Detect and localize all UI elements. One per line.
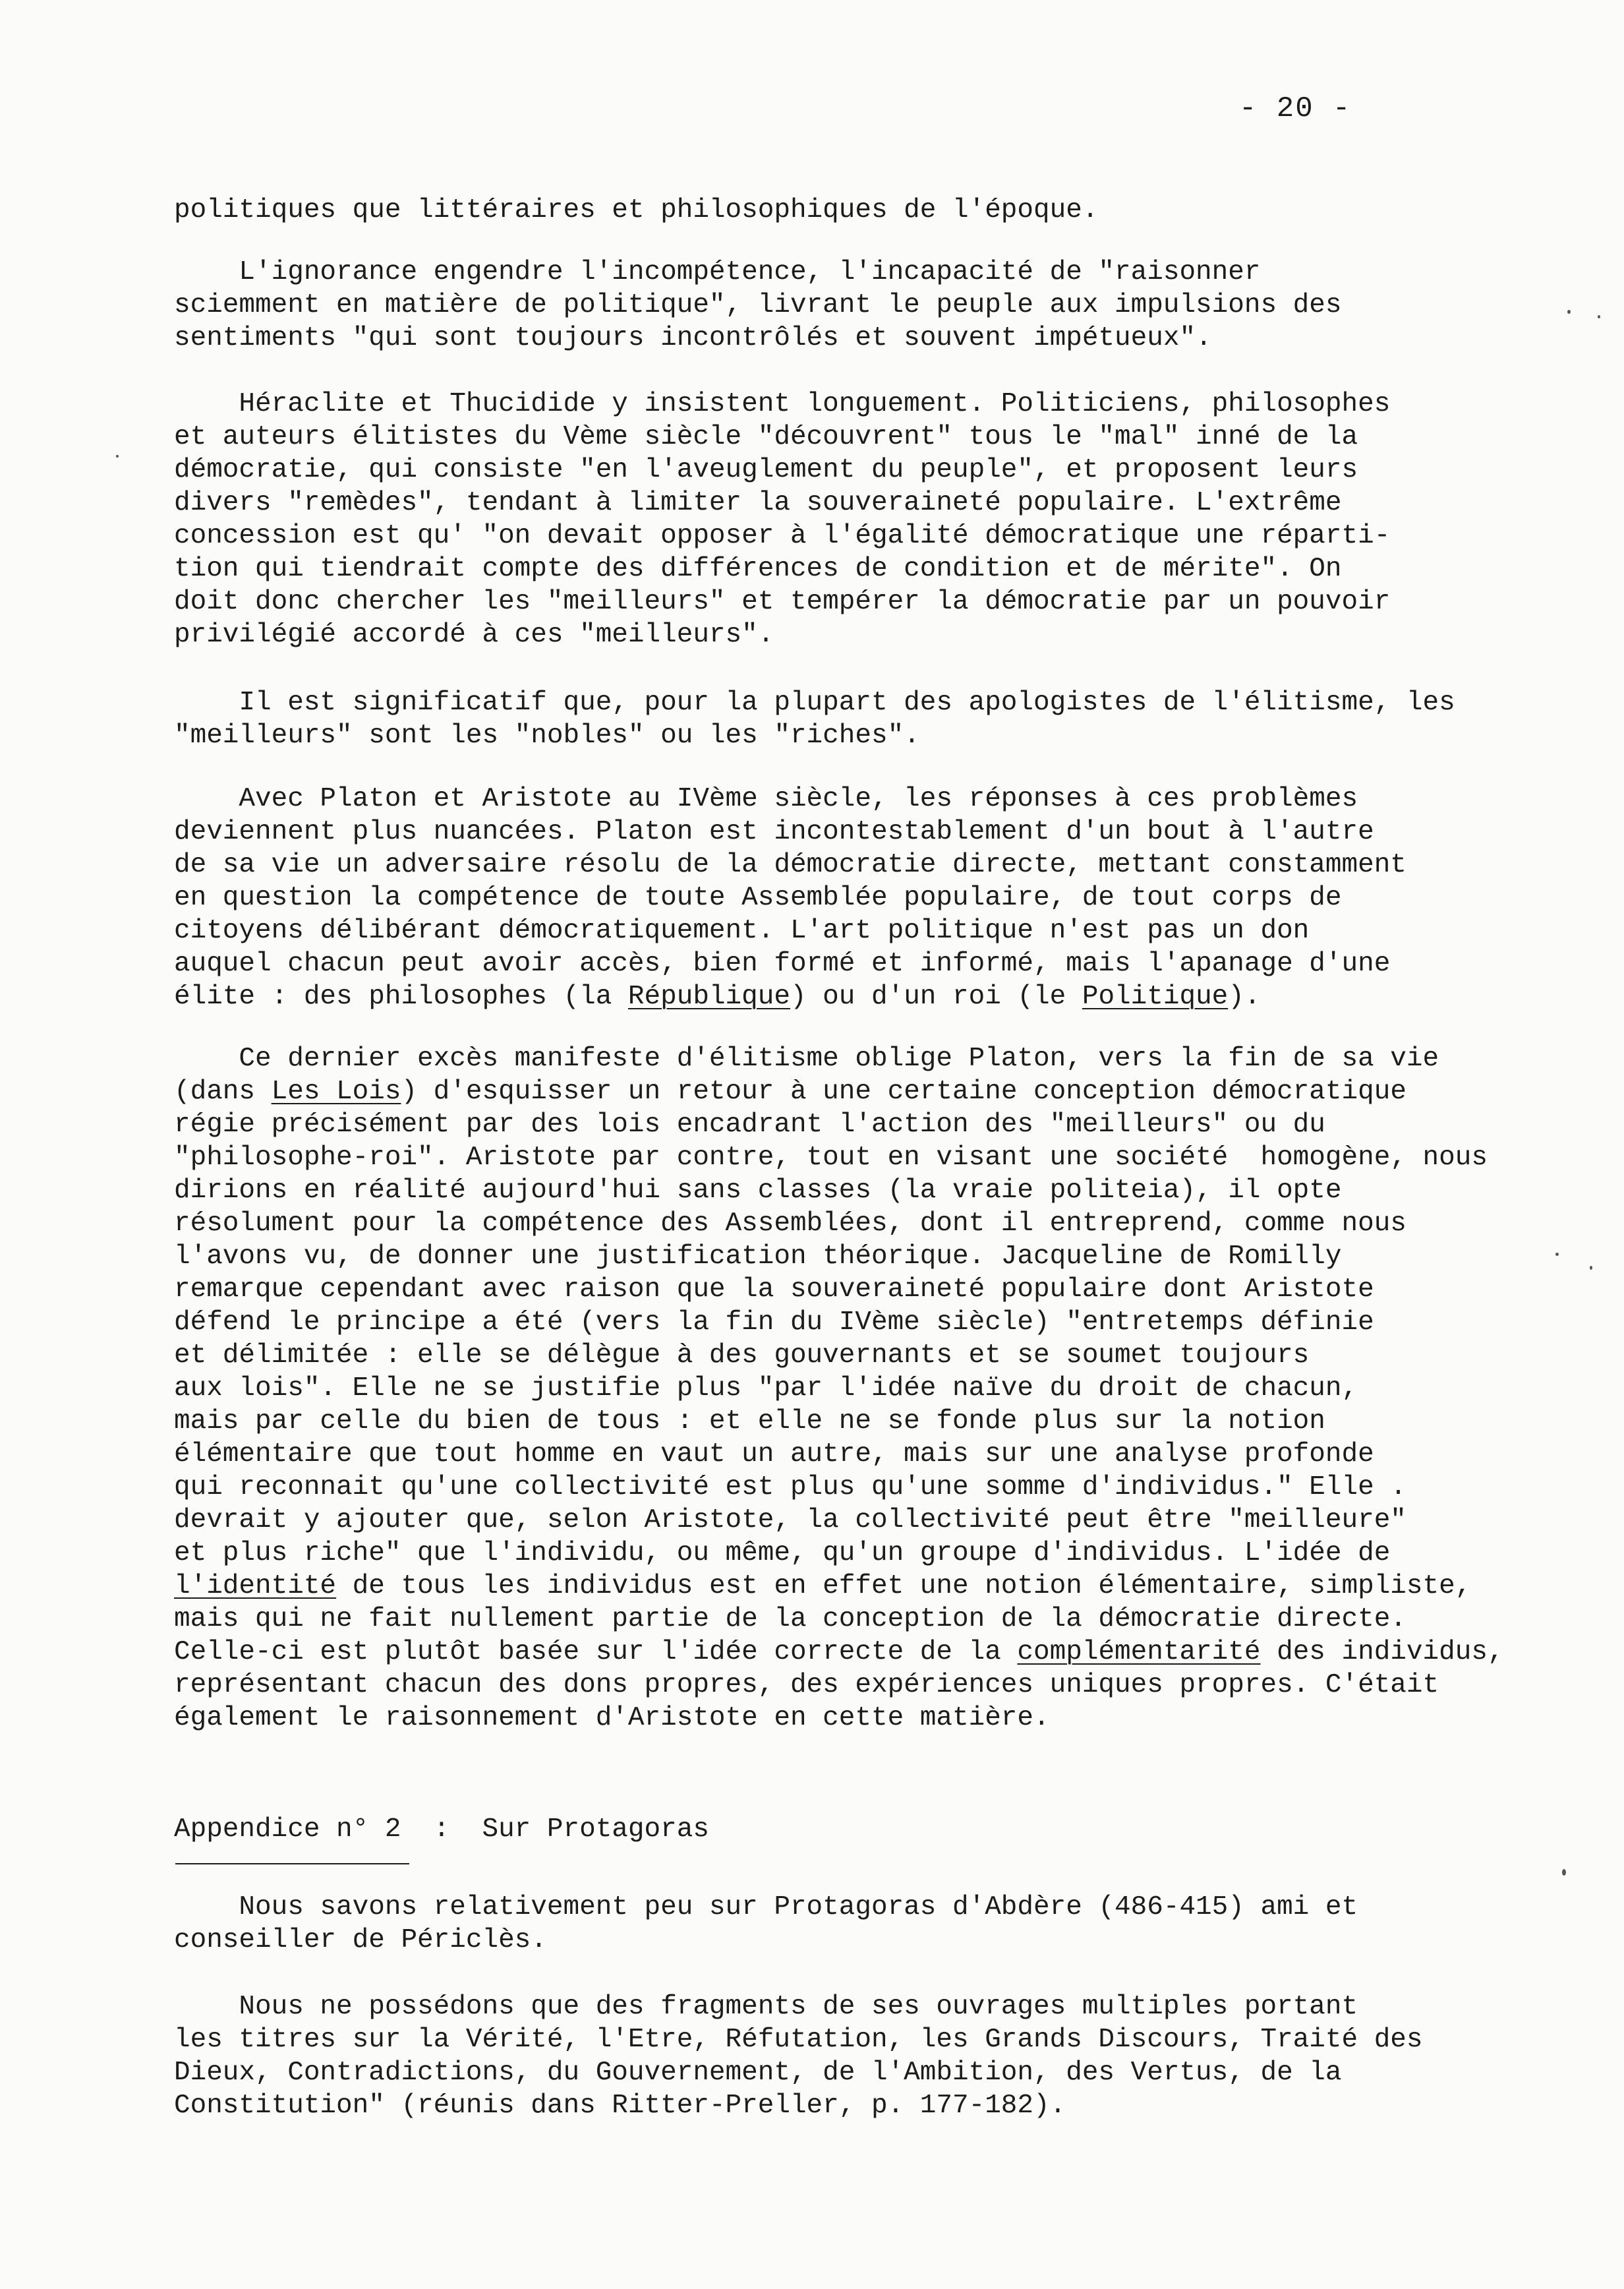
paragraph-line: Héraclite et Thucidide y insistent longuement. Politiciens, philosophes (174, 389, 1391, 419)
paragraph-line: en question la compétence de toute Assemblée populaire, de tout corps de (174, 883, 1342, 913)
paragraph-line: Constitution" (réunis dans Ritter-Preller, p. 177-182). (174, 2091, 1066, 2121)
paragraph-line: l'identité de tous les individus est en effet une notion élémentaire, simpliste, (174, 1571, 1472, 1601)
paragraph-line: également le raisonnement d'Aristote en cette matière. (174, 1703, 1050, 1733)
paragraph-line: démocratie, qui consiste "en l'aveuglement du peuple", et proposent leurs (174, 455, 1358, 485)
paragraph-line: deviennent plus nuancées. Platon est incontestablement d'un bout à l'autre (174, 817, 1374, 847)
underlined-term: République (627, 982, 790, 1012)
underlined-term: l'identité (174, 1571, 337, 1601)
paragraph-line: aux lois". Elle ne se justifie plus "par l'idée naïve du droit de chacun, (174, 1373, 1358, 1404)
paragraph-line: Nous ne possédons que des fragments de ses ouvrages multiples portant (174, 1992, 1358, 2022)
paragraph-line: conseiller de Périclès. (174, 1925, 547, 1955)
paragraph-line: résolument pour la compétence des Assemblées, dont il entreprend, comme nous (174, 1208, 1406, 1239)
paragraph-line: et délimitée : elle se délègue à des gouvernants et se soumet toujours (174, 1340, 1310, 1371)
paragraph-line: politiques que littéraires et philosophiques de l'époque. (174, 195, 1099, 225)
paragraph-line: élémentaire que tout homme en vaut un autre, mais sur une analyse profonde (174, 1439, 1374, 1470)
paragraph-line: sentiments "qui sont toujours incontrôlés et souvent impétueux". (174, 323, 1212, 353)
scan-speck (1562, 1869, 1566, 1876)
paragraph-line: L'ignorance engendre l'incompétence, l'incapacité de "raisonner (174, 257, 1261, 287)
paragraph-line: "philosophe-roi". Aristote par contre, tout en visant une société homogène, nous (174, 1143, 1488, 1173)
paragraph-line: doit donc chercher les "meilleurs" et tempérer la démocratie par un pouvoir (174, 587, 1391, 617)
paragraph-line: Nous savons relativement peu sur Protagoras d'Abdère (486-415) ami et (174, 1892, 1358, 1922)
scan-speck (1590, 1266, 1592, 1270)
scan-speck (1598, 315, 1600, 318)
paragraph-line: qui reconnait qu'une collectivité est plus qu'une somme d'individus." Elle . (174, 1472, 1406, 1502)
paragraph-line: Ce dernier excès manifeste d'élitisme oblige Platon, vers la fin de sa vie (174, 1044, 1439, 1074)
paragraph-line: sciemment en matière de politique", livrant le peuple aux impulsions des (174, 290, 1342, 320)
paragraph-line: élite : des philosophes (la République) ou d'un roi (le Politique). (174, 982, 1261, 1012)
scan-speck (116, 455, 119, 458)
scan-speck (1555, 1253, 1559, 1256)
paragraph-line: Celle-ci est plutôt basée sur l'idée correcte de la complémentarité des individus, (174, 1637, 1504, 1667)
paragraph-line: auquel chacun peut avoir accès, bien formé et informé, mais l'apanage d'une (174, 949, 1391, 979)
paragraph-line: concession est qu' "on devait opposer à l'égalité démocratique une réparti- (174, 521, 1391, 551)
paragraph-line: divers "remèdes", tendant à limiter la souveraineté populaire. L'extrême (174, 488, 1342, 518)
paragraph-line: mais qui ne fait nullement partie de la conception de la démocratie directe. (174, 1604, 1406, 1634)
underlined-term: complémentarité (1017, 1637, 1261, 1667)
underlined-term: Politique (1082, 982, 1229, 1012)
paragraph-line: de sa vie un adversaire résolu de la démocratie directe, mettant constamment (174, 850, 1406, 880)
paragraph-line: Dieux, Contradictions, du Gouvernement, de l'Ambition, des Vertus, de la (174, 2058, 1342, 2088)
scan-speck (1567, 310, 1571, 314)
paragraph-line: dirions en réalité aujourd'hui sans classes (la vraie politeia), il opte (174, 1175, 1342, 1206)
appendix-heading-underline (175, 1863, 409, 1864)
paragraph-line: devrait y ajouter que, selon Aristote, la collectivité peut être "meilleure" (174, 1505, 1406, 1535)
paragraph-line: "meilleurs" sont les "nobles" ou les "riches". (174, 721, 920, 751)
appendix-heading: Appendice n° 2 : Sur Protagoras (174, 1814, 709, 1845)
underlined-term: Les Lois (271, 1077, 401, 1107)
paragraph-line: l'avons vu, de donner une justification théorique. Jacqueline de Romilly (174, 1241, 1342, 1272)
paragraph-line: citoyens délibérant démocratiquement. L'art politique n'est pas un don (174, 916, 1310, 946)
paragraph-line: et auteurs élitistes du Vème siècle "découvrent" tous le "mal" inné de la (174, 422, 1358, 452)
paragraph-line: (dans Les Lois) d'esquisser un retour à une certaine conception démocratique (174, 1077, 1406, 1107)
paragraph-line: remarque cependant avec raison que la souveraineté populaire dont Aristote (174, 1274, 1374, 1305)
paragraph-line: représentant chacun des dons propres, des expériences uniques propres. C'était (174, 1670, 1439, 1700)
paragraph-line: et plus riche" que l'individu, ou même, qu'un groupe d'individus. L'idée de (174, 1538, 1391, 1568)
paragraph-line: Avec Platon et Aristote au IVème siècle, les réponses à ces problèmes (174, 784, 1358, 814)
paragraph-line: mais par celle du bien de tous : et elle ne se fonde plus sur la notion (174, 1406, 1325, 1437)
page-number: - 20 - (1239, 92, 1352, 125)
paragraph-line: privilégié accordé à ces "meilleurs". (174, 620, 774, 650)
paragraph-line: Il est significatif que, pour la plupart des apologistes de l'élitisme, les (174, 688, 1455, 718)
paragraph-line: tion qui tiendrait compte des différences de condition et de mérite". On (174, 554, 1342, 584)
paragraph-line: régie précisément par des lois encadrant l'action des "meilleurs" ou du (174, 1110, 1325, 1140)
paragraph-line: défend le principe a été (vers la fin du IVème siècle) "entretemps définie (174, 1307, 1374, 1338)
paragraph-line: les titres sur la Vérité, l'Etre, Réfutation, les Grands Discours, Traité des (174, 2025, 1423, 2055)
